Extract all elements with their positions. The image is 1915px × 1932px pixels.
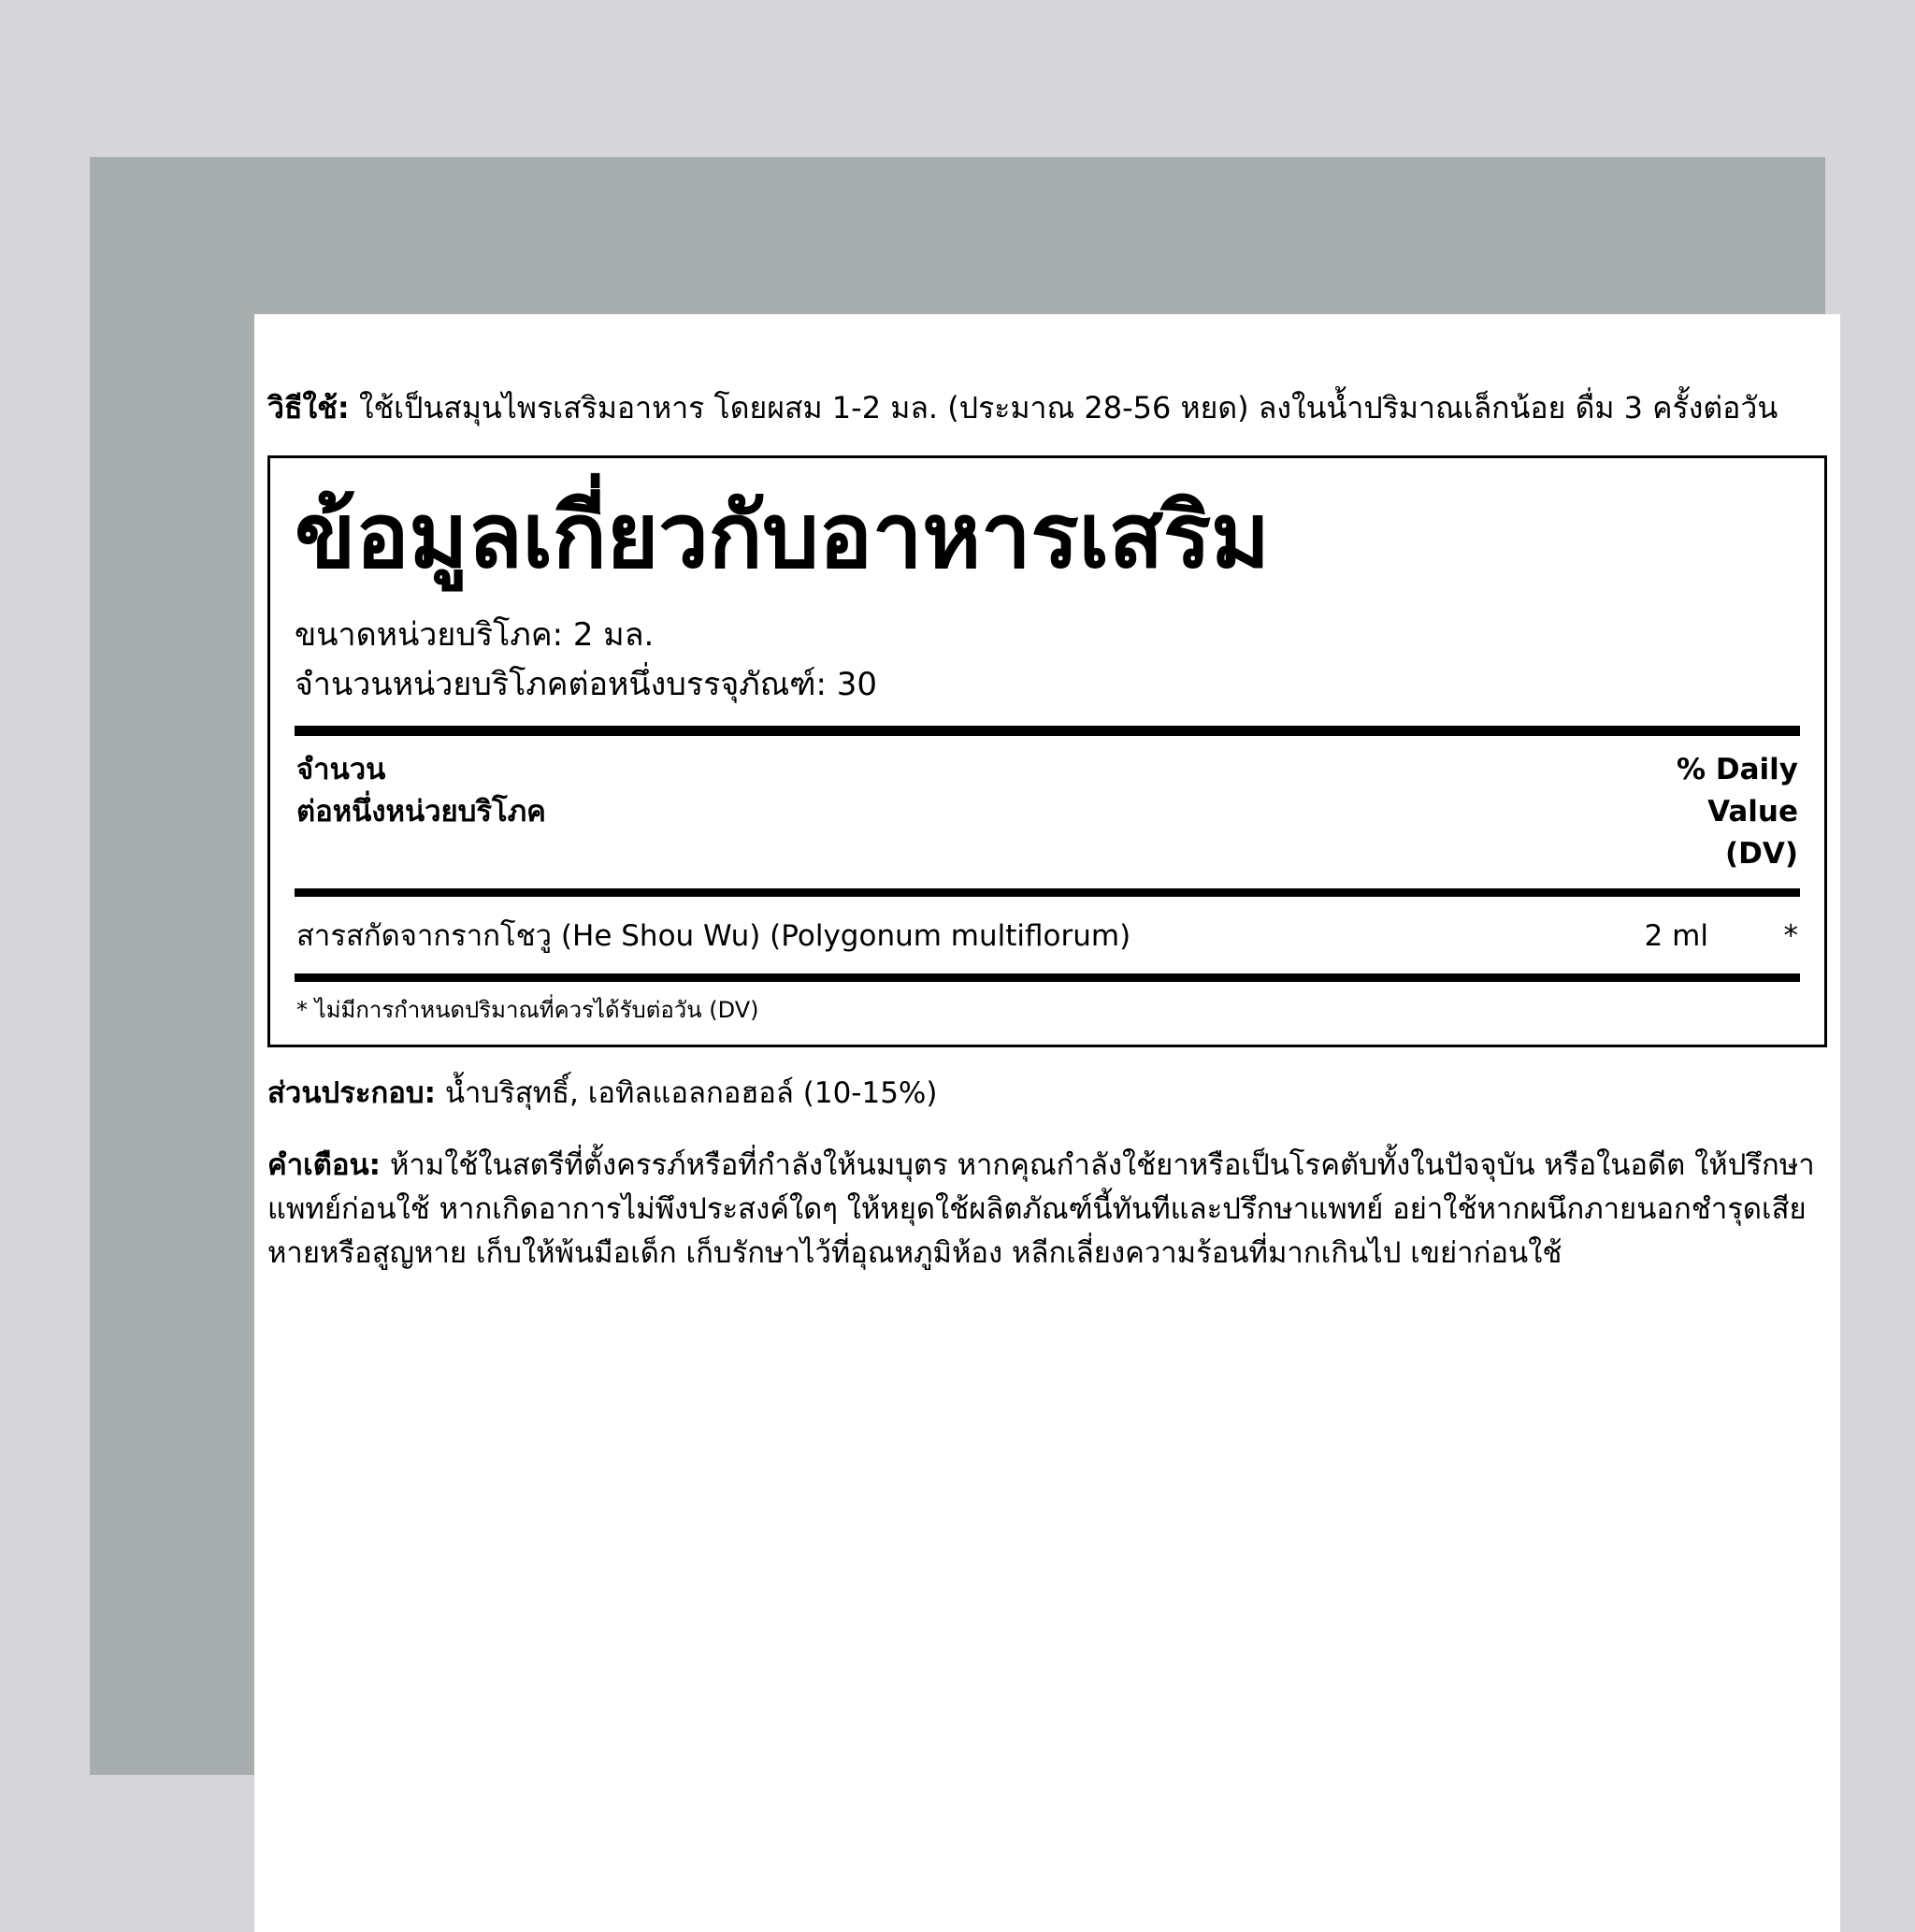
servings-per-container-line: จำนวนหน่วยบริโภคต่อหนึ่งบรรจุภัณฑ์: 30 — [295, 665, 878, 703]
nutrient-daily-value: * — [1783, 918, 1798, 953]
divider-below-rows — [295, 973, 1800, 982]
header-amount-per-serving — [296, 749, 546, 833]
directions-label: วิธีใช้: — [267, 390, 350, 425]
warnings-text: ห้ามใช้ในสตรีที่ตั้งครรภ์หรือที่กำลังให้นมบุตร หากคุณกำลังใช้ยาหรือเป็นโรคตับทั้งในปัจจุบัน หรือในอดีต ให้ปรึกษาแพทย์ก่อนใช้ หากเกิดอาการไม่พึงประสงค์ใดๆ ให้หยุดใช้ผลิตภัณฑ์นี้ทันทีและปรึกษาแพทย์ อย่าใช้หากผนึกภายนอกชำรุดเสียหายหรือสูญหาย เก็บให้พ้นมือเด็ก เก็บรักษาไว้ที่อุณหภูมิห้อง หลีกเลี่ยงความร้อนที่มากเกินไป เขย่าก่อนใช้ — [267, 1147, 1815, 1271]
header-dv-line2: Value — [1707, 794, 1798, 829]
ingredients-text: น้ำบริสุทธิ์, เอทิลแอลกอฮอล์ (10-15%) — [435, 1076, 938, 1111]
divider-below-header — [295, 888, 1800, 897]
facts-table-header — [295, 736, 1800, 888]
label-outer-frame — [90, 157, 1825, 1775]
ingredients-label: ส่วนประกอบ: — [267, 1076, 436, 1111]
warnings-paragraph — [254, 1144, 1840, 1276]
table-row — [295, 897, 1800, 973]
supplement-facts-title: ข้อมูลเกี่ยวกับอาหารเสริม — [295, 483, 1270, 589]
directions-text: ใช้เป็นสมุนไพรเสริมอาหาร โดยผสม 1-2 มล. (ประมาณ 28-56 หยด) ลงในน้ำปริมาณเล็กน้อย ดื่ม 3 ครั้งต่อวัน — [349, 390, 1778, 425]
divider-thick-top — [295, 726, 1800, 736]
header-dv-line1: % Daily — [1677, 752, 1798, 786]
serving-size-line: ขนาดหน่วยบริโภค: 2 มล. — [295, 615, 655, 654]
nutrient-name: สารสกัดจากรากโชวู (He Shou Wu) (Polygonum multiflorum) — [296, 918, 1131, 953]
ingredients-paragraph — [254, 1072, 1840, 1116]
supplement-label-card — [254, 314, 1840, 1932]
header-amount-line1: จำนวน — [296, 752, 386, 786]
supplement-facts-panel — [267, 455, 1827, 1047]
daily-value-footnote: * ไม่มีการกำหนดปริมาณที่ควรได้รับต่อวัน (DV) — [296, 996, 759, 1023]
header-amount-line2: ต่อหนึ่งหน่วยบริโภค — [296, 794, 546, 829]
header-daily-value — [1611, 749, 1798, 875]
warnings-label: คำเตือน: — [267, 1147, 382, 1182]
header-dv-line3: (DV) — [1724, 836, 1798, 871]
nutrient-amount: 2 ml — [1644, 918, 1708, 953]
directions-paragraph — [254, 359, 1840, 429]
